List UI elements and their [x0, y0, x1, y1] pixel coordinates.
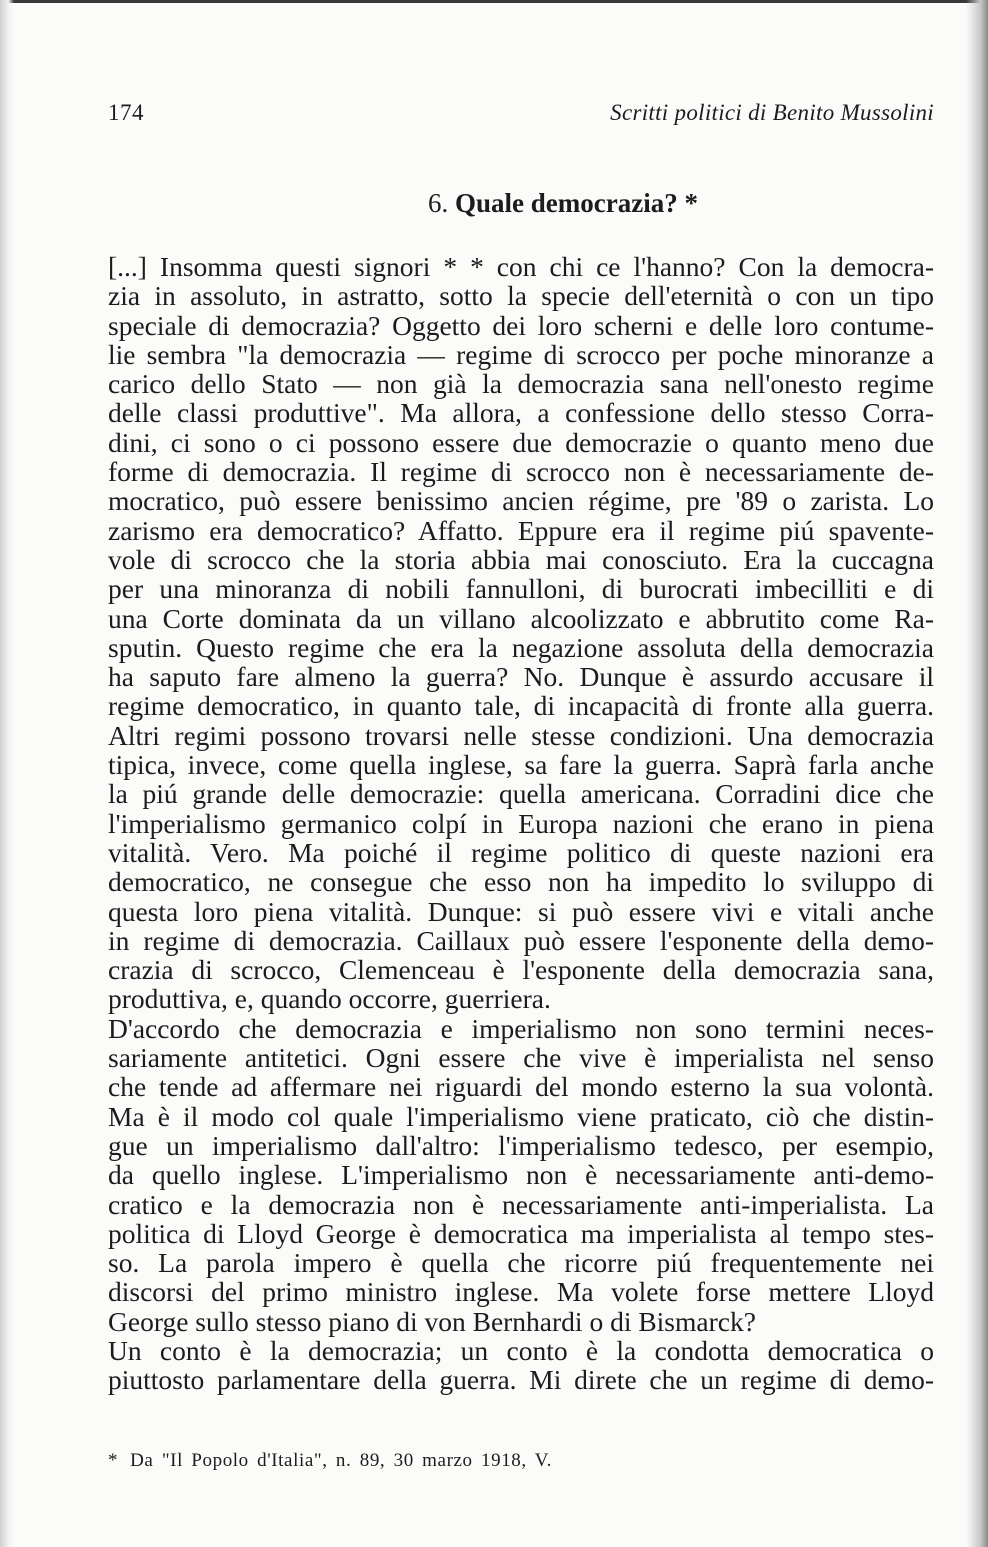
chapter-heading	[428, 188, 698, 219]
text-line: che tende ad affermare nei riguardi del mondo esterno la sua volontà.	[108, 1071, 934, 1103]
footnote	[108, 1450, 552, 1472]
text-line: democratico, ne consegue che esso non ha impedito lo sviluppo di	[108, 866, 934, 898]
text-line: ha saputo fare almeno la guerra? No. Dunque è assurdo accusare il	[108, 661, 934, 693]
text-line: zia in assoluto, in astratto, sotto la specie dell'eternità o con un tipo	[108, 280, 934, 312]
chapter-title: Quale democrazia? *	[455, 188, 698, 218]
text-line: [...] Insomma questi signori * * con chi ce l'hanno? Con la democra-	[108, 251, 934, 282]
text-line: Ma è il modo col quale l'imperialismo viene praticato, ciò che distin-	[108, 1100, 934, 1132]
footnote-marker: *	[108, 1450, 119, 1471]
text-line: in regime di democrazia. Caillaux può essere l'esponente della demo-	[108, 924, 934, 956]
text-line: Un conto è la democrazia; un conto è la condotta democratica o	[108, 1334, 934, 1366]
scan-right-edge	[966, 0, 988, 1547]
chapter-number: 6.	[428, 188, 449, 218]
text-line: so. La parola impero è quella che ricorre piú frequentemente nei	[108, 1247, 934, 1279]
body-text	[108, 252, 934, 1395]
running-title: Scritti politici di Benito Mussolini	[610, 100, 934, 125]
footnote-text: Da "Il Popolo d'Italia", n. 89, 30 marzo 1918, V.	[130, 1450, 552, 1471]
text-line: sputin. Questo regime che era la negazione assoluta della democrazia	[108, 631, 934, 663]
text-line: dini, ci sono o ci possono essere due democrazie o quanto meno due	[108, 426, 934, 458]
text-line: delle classi produttive". Ma allora, a confessione dello stesso Corra-	[108, 397, 934, 429]
text-line: mocratico, può essere benissimo ancien régime, pre '89 o zarista. Lo	[108, 485, 934, 517]
text-line: lie sembra "la democrazia — regime di scrocco per poche minoranze a	[108, 338, 934, 370]
text-line: discorsi del primo ministro inglese. Ma volete forse mettere Lloyd	[108, 1276, 934, 1308]
text-line: piuttosto parlamentare della guerra. Mi direte che un regime di demo-	[108, 1364, 934, 1396]
text-line: l'imperialismo germanico colpí in Europa nazioni che erano in piena	[108, 807, 934, 839]
text-line: Altri regimi possono trovarsi nelle stesse condizioni. Una democrazia	[108, 719, 934, 751]
text-line: vole di scrocco che la storia abbia mai conosciuto. Era la cuccagna	[108, 543, 934, 575]
text-line: una Corte dominata da un villano alcoolizzato e abbrutito come Ra-	[108, 602, 934, 634]
text-line: questa loro piena vitalità. Dunque: si può essere vivi e vitali anche	[108, 895, 934, 927]
text-line: gue un imperialismo dall'altro: l'imperialismo tedesco, per esempio,	[108, 1129, 934, 1161]
scan-left-edge	[0, 0, 14, 1547]
text-line: regime democratico, in quanto tale, di incapacità di fronte alla guerra.	[108, 690, 934, 722]
text-line: produttiva, e, quando occorre, guerriera.	[108, 983, 551, 1015]
text-line: speciale di democrazia? Oggetto dei loro scherni e delle loro contume-	[108, 309, 934, 341]
text-line: crazia di scrocco, Clemenceau è l'esponente della democrazia sana,	[108, 954, 934, 986]
page-number: 174	[108, 100, 144, 125]
text-line: la piú grande delle democrazie: quella americana. Corradini dice che	[108, 778, 934, 810]
text-line: cratico e la democrazia non è necessariamente anti-imperialista. La	[108, 1188, 934, 1220]
text-line: tipica, invece, come quella inglese, sa fare la guerra. Saprà farla anche	[108, 749, 934, 781]
scan-top-edge	[0, 0, 988, 3]
text-line: da quello inglese. L'imperialismo non è necessariamente anti-demo-	[108, 1159, 934, 1191]
text-line: politica di Lloyd George è democratica ma imperialista al tempo stes-	[108, 1217, 934, 1249]
text-line: forme di democrazia. Il regime di scrocco non è necessariamente de-	[108, 456, 934, 488]
running-head	[108, 100, 934, 128]
text-line: per una minoranza di nobili fannulloni, di burocrati imbecilliti e di	[108, 573, 934, 605]
text-line: George sullo stesso piano di von Bernhardi o di Bismarck?	[108, 1305, 756, 1337]
text-line: carico dello Stato — non già la democrazia sana nell'onesto regime	[108, 368, 934, 400]
text-line: D'accordo che democrazia e imperialismo non sono termini neces-	[108, 1012, 934, 1044]
text-line: vitalità. Vero. Ma poiché il regime politico di queste nazioni era	[108, 836, 934, 868]
text-line: sariamente antitetici. Ogni essere che vive è imperialista nel senso	[108, 1042, 934, 1074]
text-line: zarismo era democratico? Affatto. Eppure era il regime piú spavente-	[108, 514, 934, 546]
